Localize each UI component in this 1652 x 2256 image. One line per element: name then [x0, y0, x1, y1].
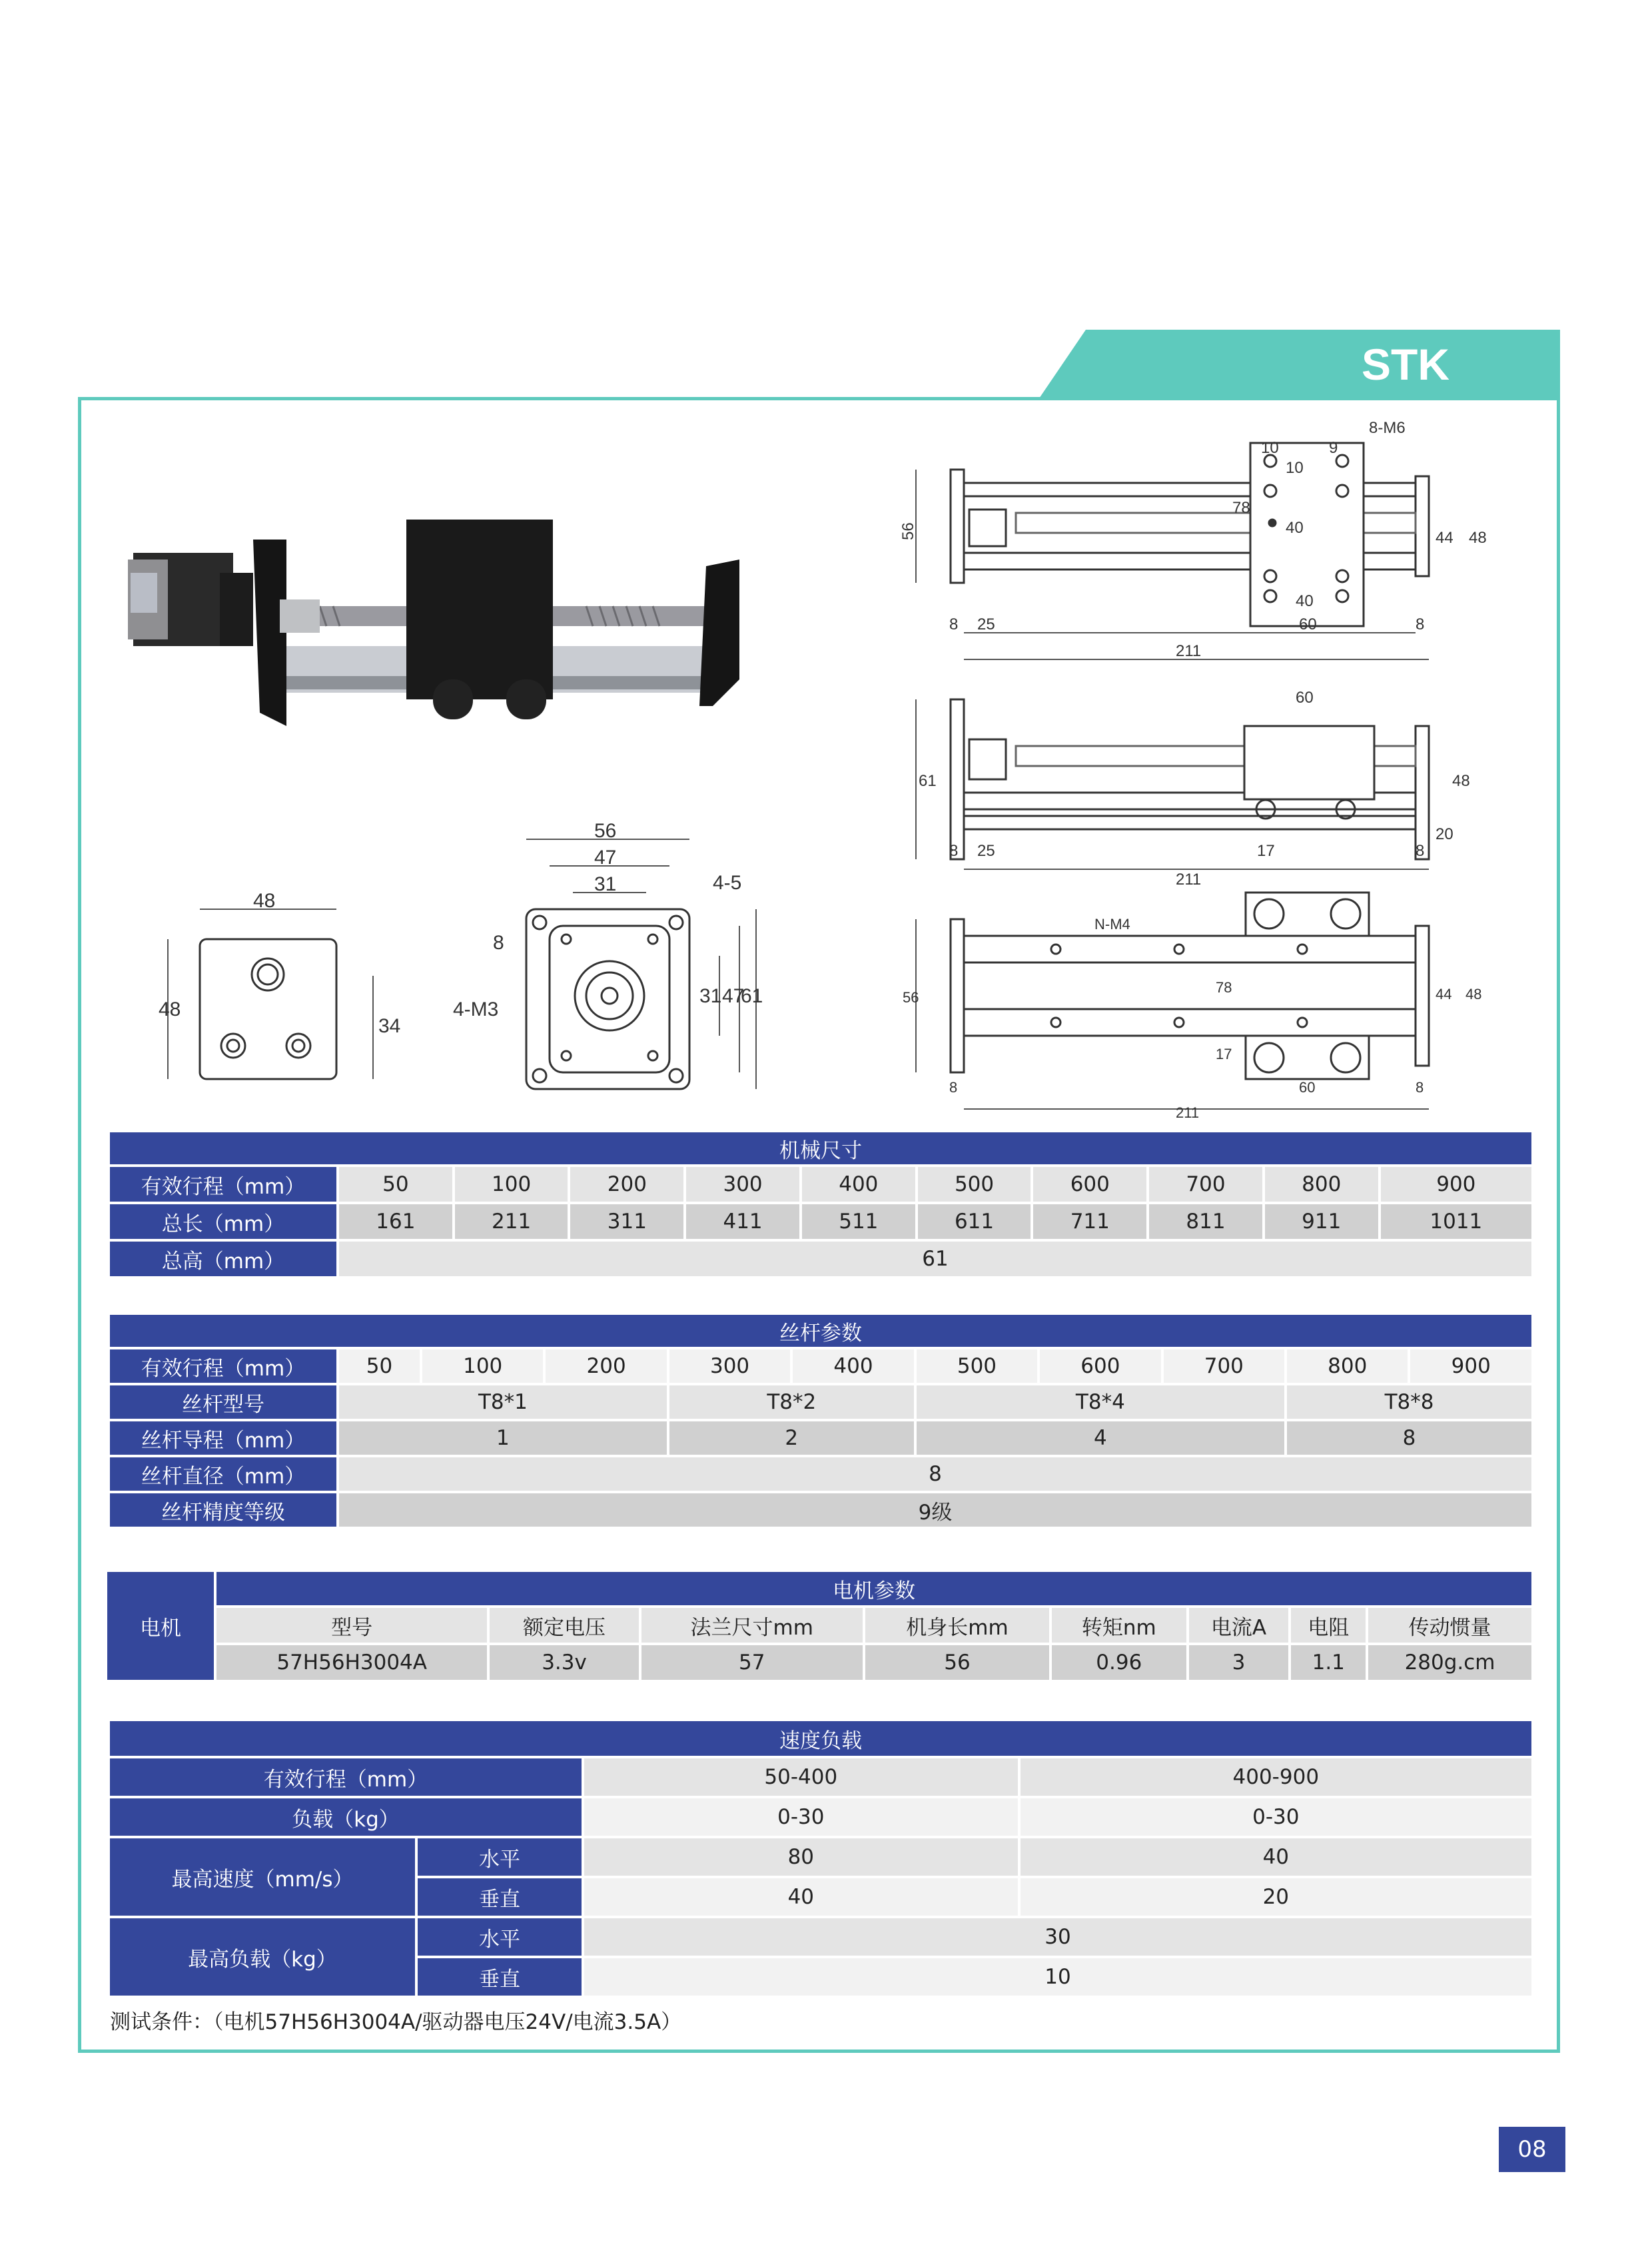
motor-table [105, 1569, 1534, 1683]
max-load-v-value: 10 [584, 1958, 1531, 1996]
screw-accuracy-label: 丝杆精度等级 [110, 1493, 336, 1527]
series-tag: STK [1362, 340, 1449, 389]
motor-header: 额定电压 [490, 1608, 638, 1643]
screw-stroke-cell: 50 [339, 1349, 420, 1383]
screw-lead-cell: 4 [917, 1421, 1284, 1455]
screw-model-cell: T8*1 [339, 1385, 667, 1419]
speed-row-load [110, 1798, 1531, 1836]
flange-dim-m3: 4-M3 [453, 998, 499, 1020]
bottom-view-drawing [903, 893, 1489, 1119]
max-speed-horizontal-label: 水平 [418, 1838, 582, 1876]
speed-load-cell: 0-30 [1021, 1798, 1531, 1836]
mech-cell: 300 [686, 1167, 799, 1202]
mech-row-stroke [110, 1167, 1531, 1202]
screw-lead-cell: 2 [669, 1421, 914, 1455]
motor-header: 法兰尺寸mm [641, 1608, 863, 1643]
top-dim-56: 56 [899, 522, 917, 540]
page-number: 08 [1499, 2127, 1565, 2172]
motor-header: 电流A [1189, 1608, 1289, 1643]
end-block-drawing [153, 890, 406, 1092]
screw-accuracy-value: 9级 [339, 1493, 1531, 1527]
flange-dim-v31: 31 [699, 985, 722, 1007]
flange-dim-47: 47 [594, 847, 617, 869]
screw-stroke-cell: 700 [1164, 1349, 1284, 1383]
side-dim-17: 17 [1257, 842, 1275, 860]
screw-table [107, 1312, 1534, 1529]
flange-dim-holes: 4-5 [713, 872, 742, 894]
motor-value: 280g.cm [1368, 1645, 1531, 1680]
series-tab [1039, 330, 1560, 398]
mech-cell: 811 [1149, 1204, 1262, 1239]
top-dim-10b: 10 [1286, 459, 1304, 477]
flange-drawing [440, 820, 773, 1102]
screw-stroke-cell: 200 [546, 1349, 666, 1383]
motor-value: 56 [865, 1645, 1049, 1680]
product-photo [120, 513, 799, 733]
mech-cell: 700 [1149, 1167, 1262, 1202]
motor-value: 3 [1189, 1645, 1289, 1680]
mech-row-length [110, 1204, 1531, 1239]
top-dim-40v: 40 [1286, 519, 1304, 537]
top-dim-211: 211 [1176, 642, 1202, 660]
motor-value: 3.3v [490, 1645, 638, 1680]
screw-caption: 丝杆参数 [110, 1315, 1531, 1347]
mech-cell: 800 [1265, 1167, 1378, 1202]
mech-cell: 400 [802, 1167, 915, 1202]
screw-diameter-label: 丝杆直径（mm） [110, 1457, 336, 1491]
bottom-dim-8b: 8 [1416, 1079, 1424, 1096]
motor-header-row [107, 1608, 1531, 1643]
screw-stroke-cell: 100 [422, 1349, 543, 1383]
test-condition-note: 测试条件：（电机57H56H3004A/驱动器电压24V/电流3.5A） [110, 2010, 682, 2034]
top-dim-9: 9 [1329, 439, 1338, 457]
speed-load-label: 负载（kg） [110, 1798, 582, 1836]
bottom-dim-nm4: N-M4 [1094, 916, 1130, 933]
side-dim-60: 60 [1296, 689, 1314, 707]
screw-lead-cell: 1 [339, 1421, 667, 1455]
screw-model-cell: T8*8 [1287, 1385, 1531, 1419]
screw-stroke-cell: 600 [1040, 1349, 1160, 1383]
mech-cell: 1011 [1381, 1204, 1531, 1239]
screw-stroke-cell: 400 [793, 1349, 913, 1383]
screw-stroke-cell: 800 [1287, 1349, 1408, 1383]
speed-load-cell: 0-30 [584, 1798, 1018, 1836]
motor-caption: 电机参数 [216, 1572, 1531, 1605]
side-dim-20: 20 [1436, 825, 1453, 843]
side-dim-8b: 8 [1416, 842, 1425, 860]
motor-header: 型号 [216, 1608, 487, 1643]
speed-stroke-label: 有效行程（mm） [110, 1758, 582, 1796]
end-block-side: 34 [378, 1015, 401, 1037]
motor-header: 电阻 [1291, 1608, 1366, 1643]
max-load-vertical-label: 垂直 [418, 1958, 582, 1996]
max-speed-vertical-label: 垂直 [418, 1878, 582, 1916]
mech-cell: 711 [1033, 1204, 1146, 1239]
top-dim-m6: 8-M6 [1369, 419, 1406, 437]
mech-cell: 500 [918, 1167, 1031, 1202]
screw-row-model [110, 1385, 1531, 1419]
motor-value: 57H56H3004A [216, 1645, 487, 1680]
mech-cell: 600 [1033, 1167, 1146, 1202]
mech-stroke-label: 有效行程（mm） [110, 1167, 336, 1202]
side-dim-48: 48 [1452, 772, 1470, 790]
top-view-drawing [899, 413, 1489, 666]
speed-load-table [107, 1718, 1534, 1998]
top-dim-25: 25 [977, 615, 995, 633]
top-dim-78: 78 [1232, 499, 1250, 517]
mechanical-table [107, 1130, 1534, 1279]
mech-cell: 311 [570, 1204, 683, 1239]
mech-cell: 511 [802, 1204, 915, 1239]
motor-header: 转矩nm [1052, 1608, 1186, 1643]
top-dim-40h: 40 [1296, 592, 1314, 610]
top-dim-10a: 10 [1261, 439, 1279, 457]
max-speed-label: 最高速度（mm/s） [110, 1838, 415, 1916]
bottom-dim-17: 17 [1216, 1046, 1232, 1062]
screw-diameter-value: 8 [339, 1457, 1531, 1491]
screw-lead-label: 丝杆导程（mm） [110, 1421, 336, 1455]
mech-cell: 611 [918, 1204, 1031, 1239]
speed-stroke-cell: 50-400 [584, 1758, 1018, 1796]
mech-row-height [110, 1242, 1531, 1276]
bottom-dim-60: 60 [1299, 1079, 1316, 1096]
screw-row-lead [110, 1421, 1531, 1455]
bottom-dim-211: 211 [1176, 1104, 1200, 1121]
motor-value: 0.96 [1052, 1645, 1186, 1680]
load-row-max-h [110, 1918, 1531, 1956]
end-block-width: 48 [253, 890, 276, 912]
motor-value: 1.1 [1291, 1645, 1366, 1680]
speed-stroke-cell: 400-900 [1021, 1758, 1531, 1796]
screw-row-stroke [110, 1349, 1531, 1383]
top-dim-44: 44 [1436, 529, 1453, 547]
mech-cell: 900 [1381, 1167, 1531, 1202]
screw-stroke-label: 有效行程（mm） [110, 1349, 336, 1383]
bottom-dim-8a: 8 [949, 1079, 958, 1096]
mech-length-label: 总长（mm） [110, 1204, 336, 1239]
screw-model-cell: T8*4 [917, 1385, 1284, 1419]
flange-dim-v61: 61 [741, 985, 763, 1007]
top-dim-8a: 8 [949, 615, 959, 633]
screw-model-cell: T8*2 [669, 1385, 914, 1419]
motor-value: 57 [641, 1645, 863, 1680]
screw-row-diameter [110, 1457, 1531, 1491]
screw-model-label: 丝杆型号 [110, 1385, 336, 1419]
flange-dim-8: 8 [493, 932, 504, 954]
top-dim-8b: 8 [1416, 615, 1425, 633]
side-view-drawing [903, 686, 1489, 889]
side-dim-61: 61 [919, 772, 937, 790]
top-dim-60: 60 [1299, 615, 1317, 633]
bottom-dim-44: 44 [1436, 986, 1452, 1002]
max-speed-h-cell: 40 [1021, 1838, 1531, 1876]
screw-lead-cell: 8 [1287, 1421, 1531, 1455]
motor-side-label: 电机 [107, 1572, 214, 1680]
flange-dim-v47: 47 [722, 985, 745, 1007]
mech-cell: 911 [1265, 1204, 1378, 1239]
mech-cell: 200 [570, 1167, 683, 1202]
speed-caption: 速度负载 [110, 1721, 1531, 1756]
motor-header: 机身长mm [865, 1608, 1049, 1643]
screw-row-accuracy [110, 1493, 1531, 1527]
speed-row-stroke [110, 1758, 1531, 1796]
max-load-label: 最高负载（kg） [110, 1918, 415, 1996]
mech-height-value: 61 [339, 1242, 1531, 1276]
motor-value-row [107, 1645, 1531, 1680]
motor-header: 传动惯量 [1368, 1608, 1531, 1643]
mech-height-label: 总高（mm） [110, 1242, 336, 1276]
side-dim-211: 211 [1176, 871, 1202, 889]
mech-caption: 机械尺寸 [110, 1132, 1531, 1164]
end-block-height: 48 [159, 998, 181, 1020]
screw-stroke-cell: 300 [669, 1349, 790, 1383]
max-speed-v-cell: 20 [1021, 1878, 1531, 1916]
bottom-dim-78: 78 [1216, 979, 1232, 996]
mech-cell: 100 [455, 1167, 568, 1202]
bottom-dim-48: 48 [1465, 986, 1482, 1002]
mech-cell: 161 [339, 1204, 452, 1239]
top-dim-48: 48 [1469, 529, 1487, 547]
bottom-dim-56: 56 [903, 989, 919, 1006]
screw-stroke-cell: 900 [1410, 1349, 1531, 1383]
side-dim-25: 25 [977, 842, 995, 860]
max-speed-h-cell: 80 [584, 1838, 1018, 1876]
mech-cell: 211 [455, 1204, 568, 1239]
mech-cell: 50 [339, 1167, 452, 1202]
flange-dim-31: 31 [594, 873, 617, 895]
screw-stroke-cell: 500 [917, 1349, 1037, 1383]
speed-row-max-h [110, 1838, 1531, 1876]
flange-dim-56: 56 [594, 820, 617, 842]
max-load-horizontal-label: 水平 [418, 1918, 582, 1956]
mech-cell: 411 [686, 1204, 799, 1239]
side-dim-8a: 8 [949, 842, 959, 860]
max-speed-v-cell: 40 [584, 1878, 1018, 1916]
max-load-h-value: 30 [584, 1918, 1531, 1956]
